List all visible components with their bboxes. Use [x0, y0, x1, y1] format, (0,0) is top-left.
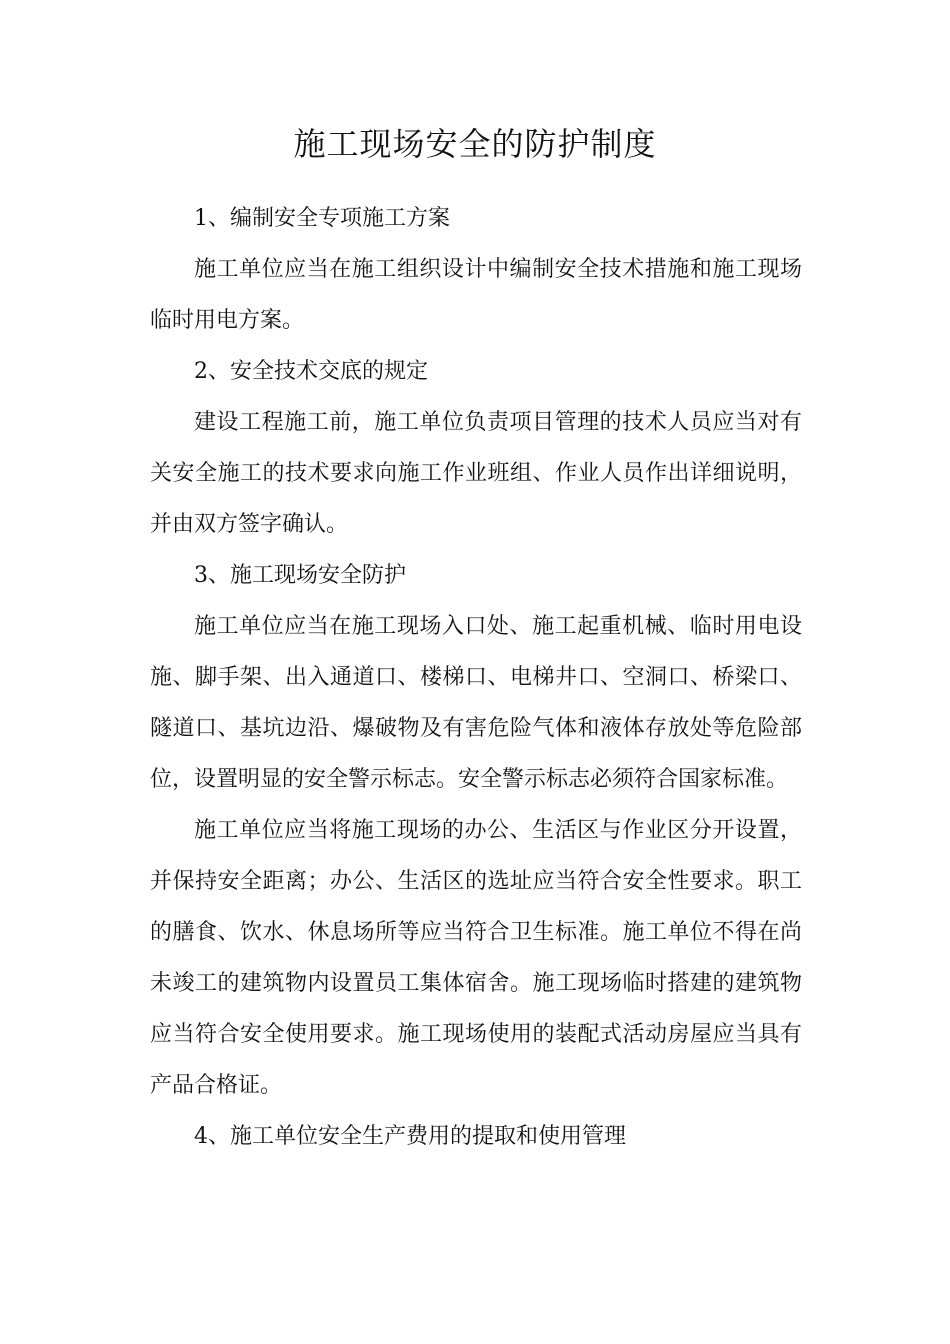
- document-body: [150, 193, 802, 1162]
- section-heading-3: 3、施工现场安全防护: [194, 563, 406, 588]
- section-heading-1: 1、编制安全专项施工方案: [194, 206, 450, 231]
- paragraph-2: 建设工程施工前，施工单位负责项目管理的技术人员应当对有关安全施工的技术要求向施工作业班组、作业人员作出详细说明，并由双方签字确认。: [150, 410, 802, 537]
- paragraph-4: 施工单位应当将施工现场的办公、生活区与作业区分开设置，并保持安全距离；办公、生活区的选址应当符合安全性要求。职工的膳食、饮水、休息场所等应当符合卫生标准。施工单位不得在尚未竣工的建筑物内设置员工集体宿舍。施工现场临时搭建的建筑物应当符合安全使用要求。施工现场使用的装配式活动房屋应当具有产品合格证。: [150, 818, 802, 1098]
- paragraph-3: 施工单位应当在施工现场入口处、施工起重机械、临时用电设施、脚手架、出入通道口、楼梯口、电梯井口、空洞口、桥梁口、隧道口、基坑边沿、爆破物及有害危险气体和液体存放处等危险部位，设置明显的安全警示标志。安全警示标志必须符合国家标准。: [150, 614, 802, 792]
- section-heading-4: 4、施工单位安全生产费用的提取和使用管理: [194, 1124, 626, 1149]
- paragraph-1: 施工单位应当在施工组织设计中编制安全技术措施和施工现场临时用电方案。: [150, 257, 802, 333]
- document-title: 施工现场安全的防护制度: [293, 125, 657, 163]
- section-heading-2: 2、安全技术交底的规定: [194, 359, 428, 384]
